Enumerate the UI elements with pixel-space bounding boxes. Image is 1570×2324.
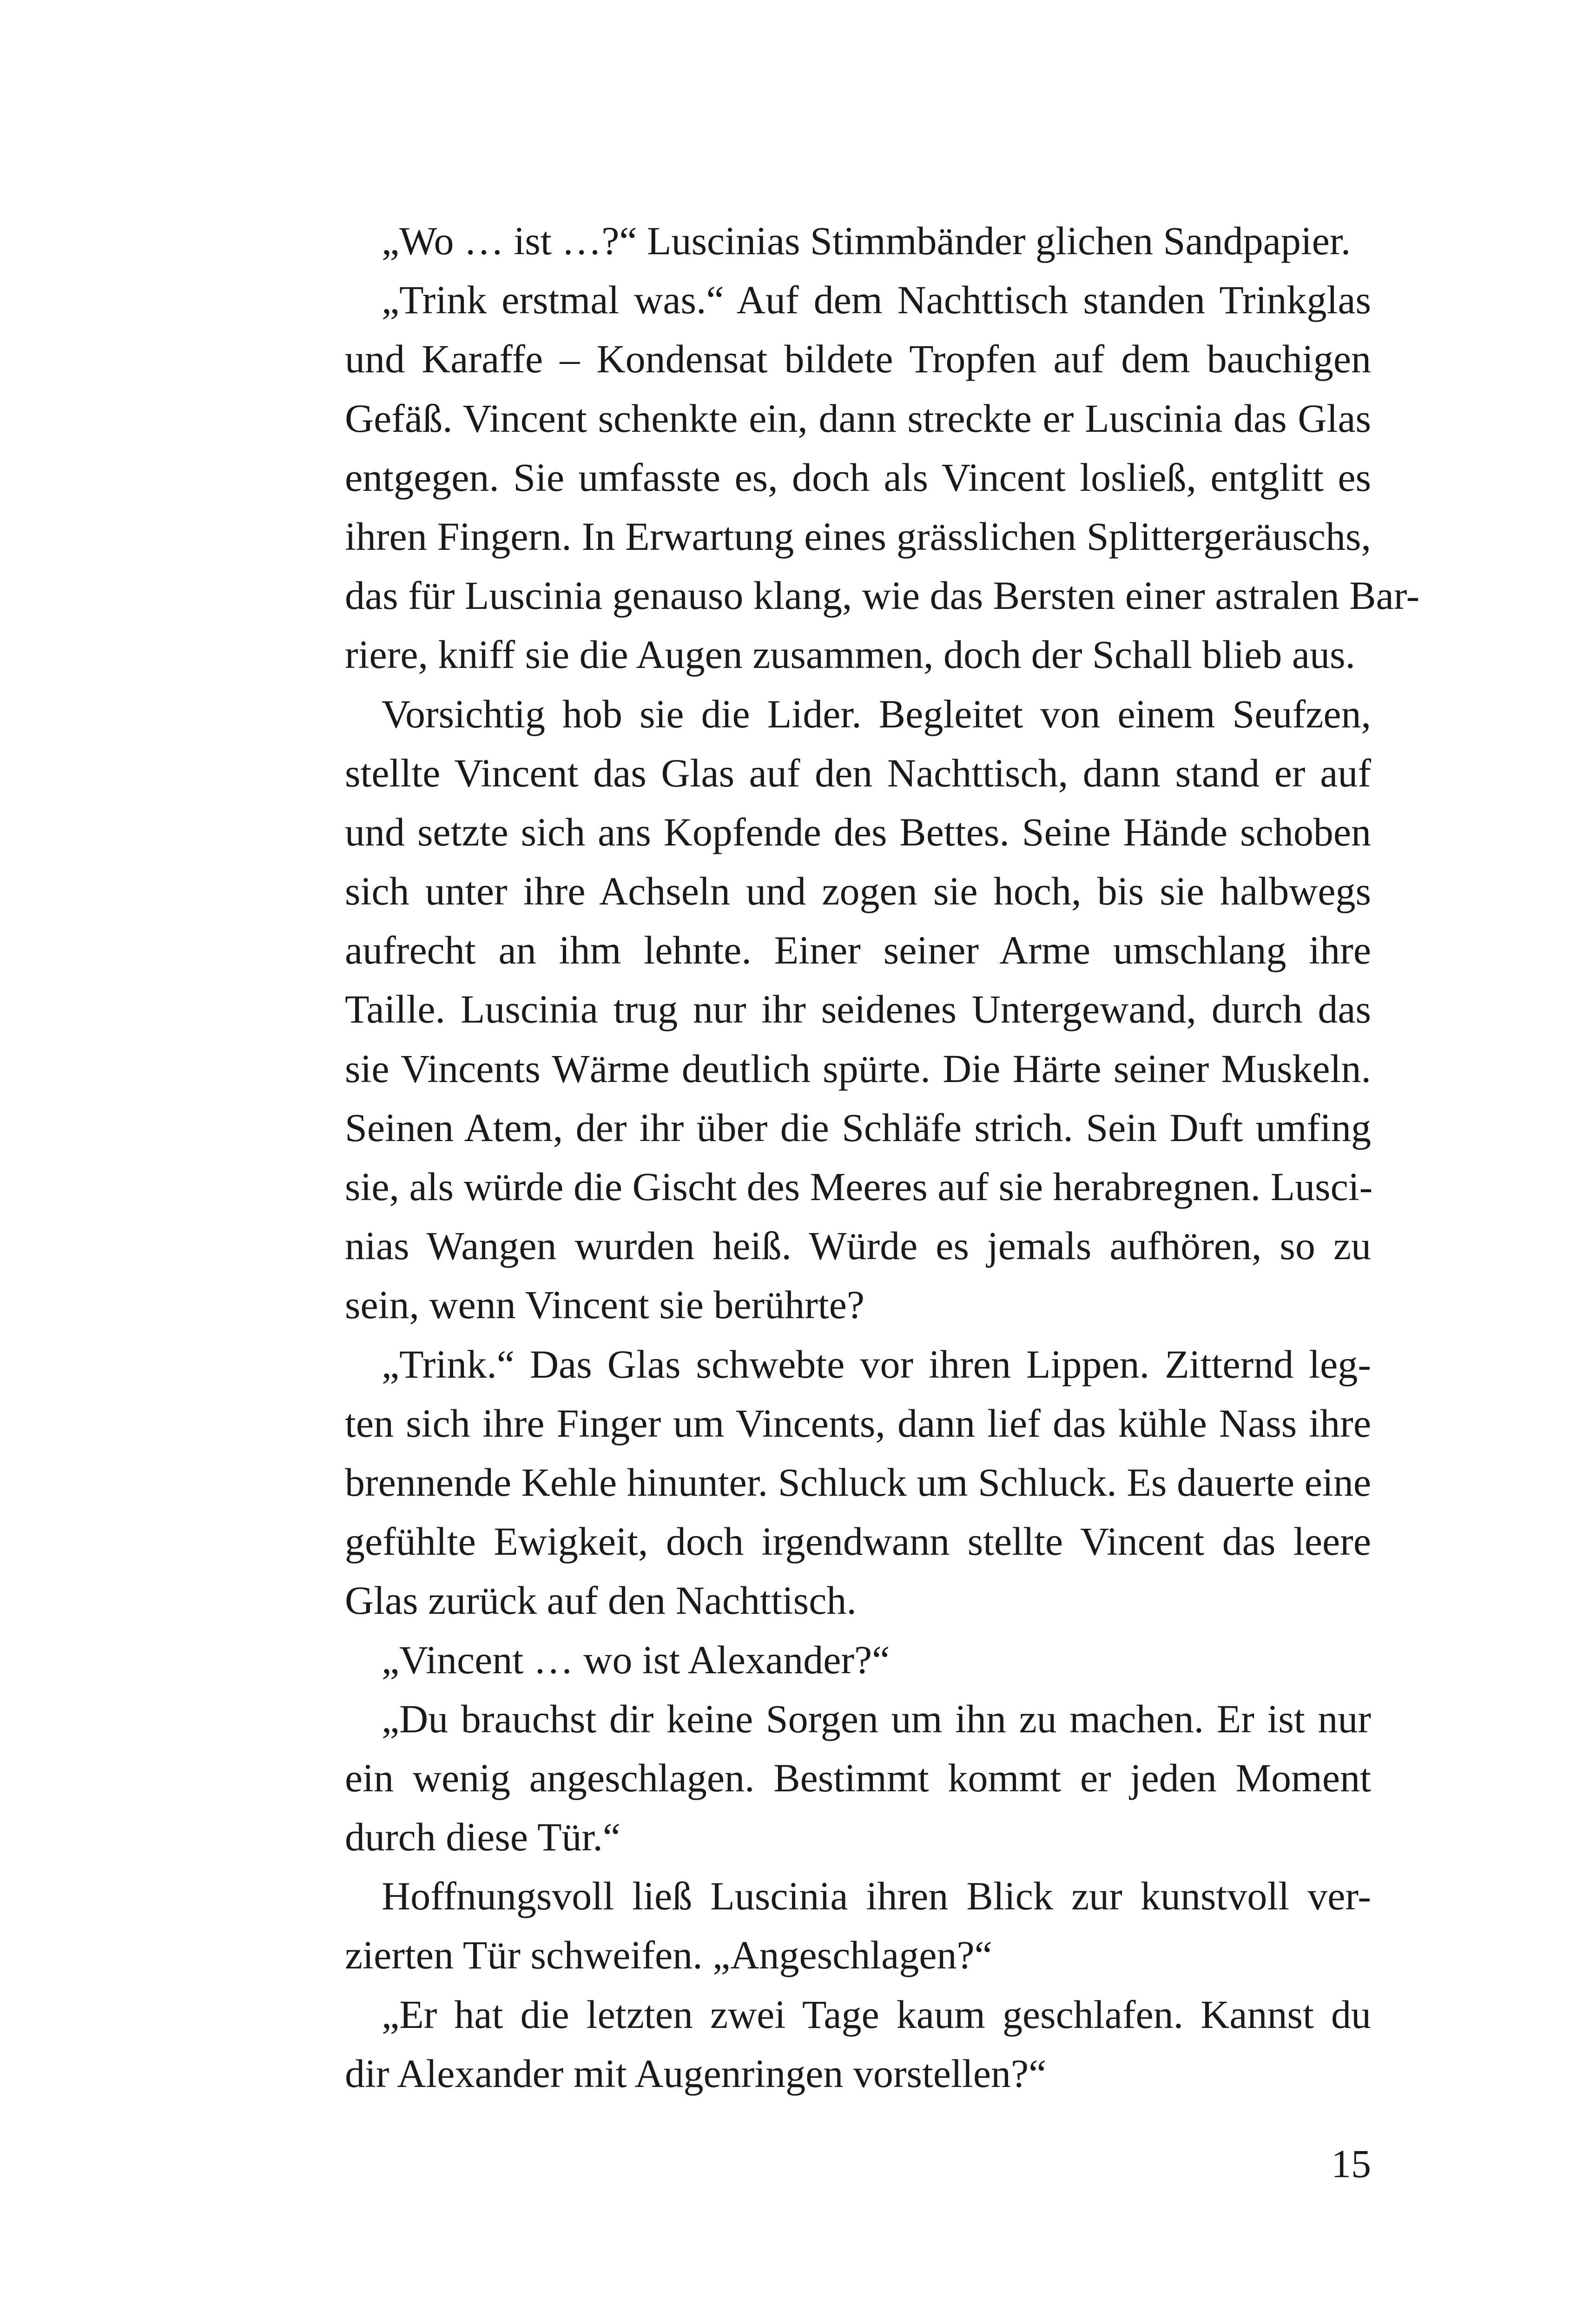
text-line: nias Wangen wurden heiß. Würde es jemals aufhören, so zu (345, 1223, 1371, 1268)
text-line: brennende Kehle hinunter. Schluck um Schluck. Es dauerte eine (345, 1459, 1371, 1505)
text-line: „Vincent … wo ist Alexander?“ (382, 1637, 890, 1682)
text-line: sich unter ihre Achseln und zogen sie hoch, bis sie halbwegs (345, 869, 1371, 914)
text-line: stellte Vincent das Glas auf den Nachttisch, dann stand er auf (345, 750, 1371, 795)
text-line: „Trink erstmal was.“ Auf dem Nachttisch standen Trinkglas (382, 277, 1371, 323)
text-line: zierten Tür schweifen. „Angeschlagen?“ (345, 1933, 992, 1978)
text-line: und Karaffe – Kondensat bildete Tropfen auf dem bauchigen (345, 337, 1371, 382)
text-line: Seinen Atem, der ihr über die Schläfe strich. Sein Duft umfing (345, 1105, 1371, 1150)
text-line: riere, kniff sie die Augen zusammen, doch der Schall blieb aus. (345, 632, 1356, 677)
text-line: Vorsichtig hob sie die Lider. Begleitet von einem Seufzen, (382, 691, 1371, 736)
text-line: sie Vincents Wärme deutlich spürte. Die Härte seiner Muskeln. (345, 1046, 1371, 1091)
text-line: ten sich ihre Finger um Vincents, dann lief das kühle Nass ihre (345, 1400, 1371, 1446)
text-line: entgegen. Sie umfasste es, doch als Vincent losließ, entglitt es (345, 455, 1371, 500)
text-line: ihren Fingern. In Erwartung eines grässlichen Splittergeräuschs, (345, 514, 1371, 559)
text-line: gefühlte Ewigkeit, doch irgendwann stellte Vincent das leere (345, 1519, 1371, 1564)
text-line: „Trink.“ Das Glas schwebte vor ihren Lippen. Zitternd leg- (382, 1341, 1371, 1386)
text-line: dir Alexander mit Augenringen vorstellen?“ (345, 2051, 1047, 2096)
text-line: durch diese Tür.“ (345, 1815, 621, 1860)
text-line: ein wenig angeschlagen. Bestimmt kommt er jeden Moment (345, 1755, 1371, 1800)
text-line: Hoffnungsvoll ließ Luscinia ihren Blick zur kunstvoll ver- (382, 1874, 1371, 1919)
text-line: „Er hat die letzten zwei Tage kaum geschlafen. Kannst du (382, 1992, 1371, 2037)
text-line: das für Luscinia genauso klang, wie das Bersten einer astralen Bar- (345, 573, 1420, 618)
text-line: Taille. Luscinia trug nur ihr seidenes Untergewand, durch das (345, 987, 1371, 1032)
text-line: und setzte sich ans Kopfende des Bettes. Seine Hände schoben (345, 809, 1371, 854)
text-line: Gefäß. Vincent schenkte ein, dann streckte er Luscinia das Glas (345, 396, 1371, 441)
page-number: 15 (1331, 2141, 1371, 2186)
text-line: Glas zurück auf den Nachttisch. (345, 1578, 857, 1623)
text-line: „Wo … ist …?“ Luscinias Stimmbänder glichen Sandpapier. (382, 218, 1351, 263)
text-line: aufrecht an ihm lehnte. Einer seiner Arme umschlang ihre (345, 928, 1371, 973)
text-line: „Du brauchst dir keine Sorgen um ihn zu machen. Er ist nur (382, 1696, 1371, 1741)
text-line: sie, als würde die Gischt des Meeres auf sie herabregnen. Lusci- (345, 1164, 1373, 1209)
text-line: sein, wenn Vincent sie berührte? (345, 1282, 865, 1327)
body-text (345, 211, 1420, 2103)
